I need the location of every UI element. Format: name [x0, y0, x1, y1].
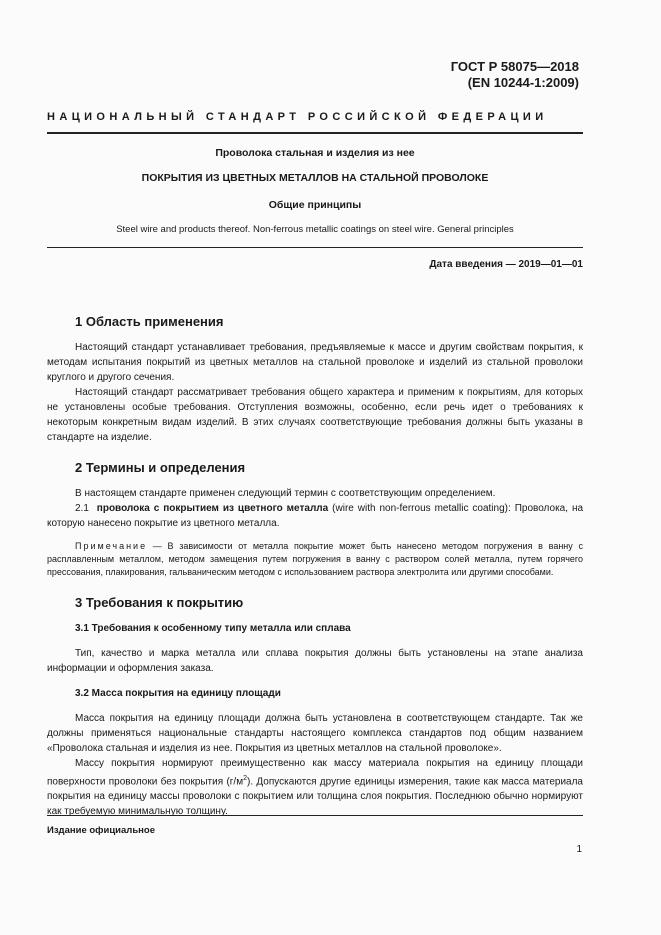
- header-divider: [47, 132, 583, 134]
- national-standard-heading: НАЦИОНАЛЬНЫЙ СТАНДАРТ РОССИЙСКОЙ ФЕДЕРАЦИИ: [47, 111, 548, 123]
- note-text: — В зависимости от металла покрытие может быть нанесено методом погружения в ванну с расплавленным металлом, методом замещения путем погружения в ванну с раствором солей металла, путем горячего прессования, плакирования, гальваническим методом с использованием раствора электролита или другими способами.: [47, 541, 583, 577]
- term-definition: [47, 501, 583, 531]
- document-body: [47, 313, 583, 819]
- note: [47, 540, 583, 579]
- english-title: Steel wire and products thereof. Non-ferrous metallic coatings on steel wire. General principles: [116, 224, 514, 235]
- subsection-3-1-paragraph: Тип, качество и марка металла или сплава покрытия должны быть установлены на этапе анализа информации и оформления заказа.: [47, 648, 583, 674]
- subsection-3-2-paragraph: Масса покрытия на единицу площади должна быть установлена в соответствующем стандарте. Так же должны применяться национальные стандарты настоящего комплекса стандартов под общим названием «Проволока стальная и изделия из нее. Покрытия из цветных металлов на стальной проволоке».: [47, 713, 583, 754]
- document-subtitle: Общие принципы: [268, 199, 362, 211]
- subsection-3-1-heading: 3.1 Требования к особенному типу металла или сплава: [75, 623, 351, 634]
- section-1-paragraph: Настоящий стандарт устанавливает требования, предъявляемые к массе и другим свойствам покрытия, к методам испытания покрытий из цветных металлов на стальной проволоке и изделий из стальной проволоки круглого и другого сечения.: [47, 342, 583, 383]
- subsection-3-2-paragraph: Массу покрытия нормируют преимущественно как массу материала покрытия на единицу площади поверхности проволоки без покрытия $(г/м^2)$. Допускаются другие единицы измерения, такие как масса материала покрытия на единицу массы проволоки с покрытием или толщина слоя покрытия. Последнюю обычно нормируют как требуемую минимальную толщину.: [47, 758, 583, 818]
- section-3-heading: 3 Требования к покрытию: [75, 595, 244, 610]
- term-name: проволока с покрытием из цветного металла: [96, 503, 329, 514]
- term-description: (wire with non-ferrous metallic coating): Проволока, на которую нанесено покрытие из цветного металла.: [47, 503, 584, 529]
- superscript: 2: [243, 775, 247, 782]
- title-divider: [47, 247, 583, 248]
- section-1-paragraph: Настоящий стандарт рассматривает требования общего характера и применим к покрытиям, для которых не установлены особые требования. Отступления возможны, особенно, если речь идет о требованиях к некоторым конкретным видам изделий. В этих случаях соответствующие требования должны быть указаны в стандарте на изделие.: [47, 387, 583, 443]
- document-number-block: [451, 59, 579, 91]
- document-number: ГОСТ Р 58075—2018: [450, 59, 579, 74]
- series-title: Проволока стальная и изделия из нее: [215, 147, 415, 159]
- section-1-heading: 1 Область применения: [75, 314, 224, 329]
- document-title: ПОКРЫТИЯ ИЗ ЦВЕТНЫХ МЕТАЛЛОВ НА СТАЛЬНОЙ ПРОВОЛОКЕ: [141, 172, 489, 184]
- introduction-date: Дата введения — 2019—01—01: [429, 259, 583, 270]
- section-2-paragraph: В настоящем стандарте применен следующий термин с соответствующим определением.: [75, 488, 496, 499]
- subsection-3-2-heading: 3.2 Масса покрытия на единицу площади: [75, 688, 281, 699]
- term-number: 2.1: [75, 503, 89, 514]
- footer-divider: [47, 815, 583, 816]
- official-edition-label: Издание официальное: [47, 825, 155, 836]
- note-label: Примечание: [75, 541, 148, 551]
- document-number-en: (EN 10244-1:2009): [467, 75, 579, 90]
- page-number: 1: [576, 844, 582, 855]
- section-2-heading: 2 Термины и определения: [75, 460, 246, 475]
